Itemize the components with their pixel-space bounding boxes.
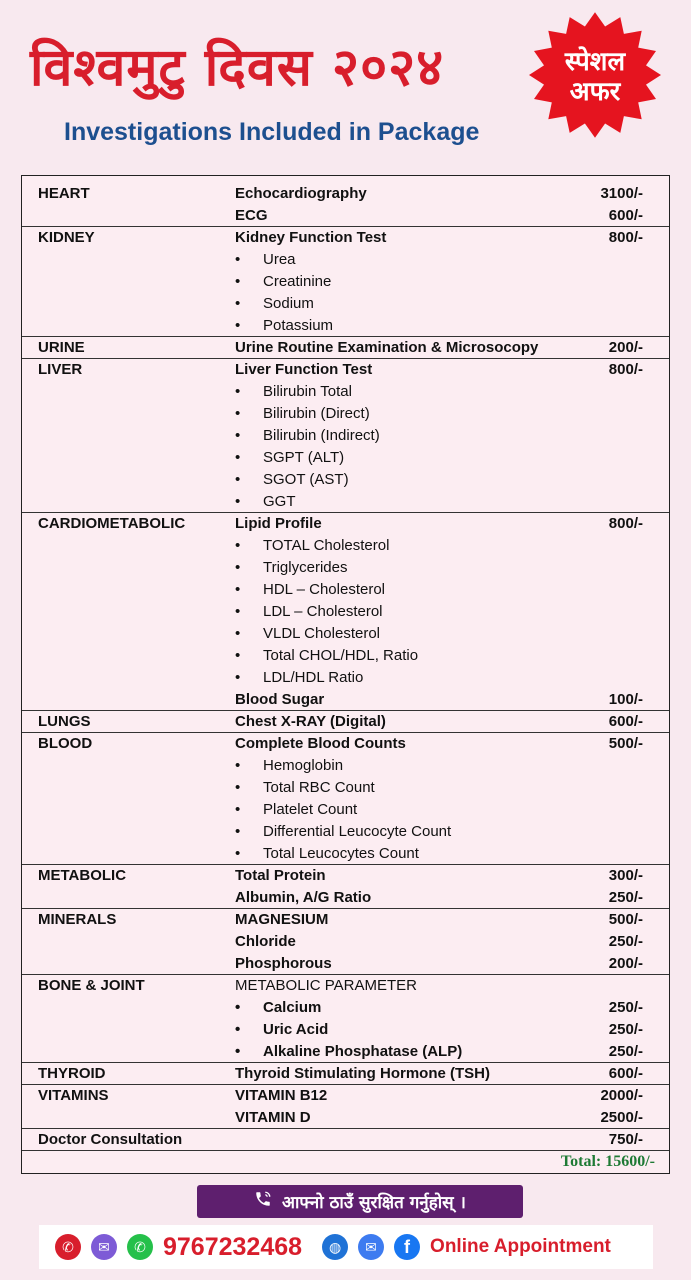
table-line: [22, 931, 669, 953]
table-line: [22, 403, 669, 425]
bullet-marker: •: [235, 823, 241, 840]
bullet-marker: •: [235, 559, 241, 576]
price-value: 250/-: [608, 999, 643, 1016]
sub-test-name: Sodium: [263, 295, 314, 312]
category-label: VITAMINS: [38, 1087, 109, 1104]
bullet-marker: •: [235, 273, 241, 290]
reserve-spot-button[interactable]: [197, 1185, 523, 1218]
table-line: [22, 183, 669, 205]
price-value: 3100/-: [600, 185, 643, 202]
table-row: [22, 337, 669, 359]
sub-test-name: Creatinine: [263, 273, 332, 290]
sub-test-name: GGT: [263, 493, 296, 510]
price-value: 600/-: [608, 207, 643, 224]
table-line: [22, 1019, 669, 1041]
price-value: 250/-: [608, 1043, 643, 1060]
category-label: THYROID: [38, 1065, 106, 1082]
test-name: Lipid Profile: [235, 515, 322, 532]
sub-test-name: Potassium: [263, 317, 334, 334]
table-line: [22, 315, 669, 337]
price-value: 200/-: [608, 955, 643, 972]
table-line: [22, 953, 669, 975]
bullet-marker: •: [235, 1043, 241, 1060]
category-label: MINERALS: [38, 911, 117, 928]
phone-number[interactable]: 9767232468: [163, 1232, 303, 1261]
category-label: BONE & JOINT: [38, 977, 145, 994]
category-label: HEART: [38, 185, 90, 202]
price-value: 600/-: [608, 713, 643, 730]
table-line: [22, 689, 669, 711]
viber-icon[interactable]: ✆: [55, 1234, 81, 1260]
table-line: [22, 1107, 669, 1129]
sub-test-name: Total CHOL/HDL, Ratio: [263, 647, 419, 664]
table-line: [22, 381, 669, 403]
contact-footer: [39, 1225, 653, 1269]
category-label: Doctor Consultation: [38, 1131, 183, 1148]
bullet-marker: •: [235, 801, 241, 818]
table-row: [22, 227, 669, 337]
sub-test-name: Uric Acid: [263, 1021, 329, 1038]
bullet-marker: •: [235, 295, 241, 312]
table-line: [22, 337, 669, 359]
category-label: LIVER: [38, 361, 83, 378]
price-value: 800/-: [608, 515, 643, 532]
globe-icon[interactable]: ◍: [322, 1234, 348, 1260]
test-name: Thyroid Stimulating Hormone (TSH): [235, 1065, 490, 1082]
sub-test-name: Differential Leucocyte Count: [263, 823, 452, 840]
table-row: [22, 1129, 669, 1151]
bullet-marker: •: [235, 999, 241, 1016]
table-line: [22, 733, 669, 755]
table-line: [22, 887, 669, 909]
table-line: [22, 777, 669, 799]
bullet-marker: •: [235, 251, 241, 268]
test-name: Chest X-RAY (Digital): [235, 713, 386, 730]
price-value: 250/-: [608, 889, 643, 906]
price-value: 800/-: [608, 229, 643, 246]
price-value: 2500/-: [600, 1109, 643, 1126]
online-appointment-link[interactable]: Online Appointment: [430, 1236, 611, 1257]
price-value: 2000/-: [600, 1087, 643, 1104]
table-row: [22, 359, 669, 513]
sub-test-name: Platelet Count: [263, 801, 358, 818]
bullet-marker: •: [235, 779, 241, 796]
table-row: [22, 513, 669, 711]
test-name: Kidney Function Test: [235, 229, 387, 246]
bullet-marker: •: [235, 383, 241, 400]
test-name: Total Protein: [235, 867, 326, 884]
sub-test-name: Alkaline Phosphatase (ALP): [263, 1043, 463, 1060]
sub-test-name: LDL/HDL Ratio: [263, 669, 364, 686]
test-name: MAGNESIUM: [235, 911, 329, 928]
bullet-marker: •: [235, 449, 241, 466]
bullet-marker: •: [235, 471, 241, 488]
total-price: Total: 15600/-: [560, 1153, 655, 1170]
category-label: BLOOD: [38, 735, 93, 752]
table-line: [22, 601, 669, 623]
price-value: 100/-: [608, 691, 643, 708]
table-line: [22, 667, 669, 689]
table-line: [22, 359, 669, 381]
price-value: 200/-: [608, 339, 643, 356]
sub-test-name: Hemoglobin: [263, 757, 344, 774]
bullet-marker: •: [235, 647, 241, 664]
category-label: LUNGS: [38, 713, 91, 730]
table-line: [22, 205, 669, 227]
table-line: [22, 227, 669, 249]
table-line: [22, 249, 669, 271]
table-line: [22, 1129, 669, 1151]
table-line: [22, 579, 669, 601]
sub-test-name: Total RBC Count: [263, 779, 375, 796]
table-row: [22, 975, 669, 1063]
table-line: [22, 909, 669, 931]
category-label: CARDIOMETABOLIC: [38, 515, 186, 532]
test-name: METABOLIC PARAMETER: [235, 977, 417, 994]
bullet-marker: •: [235, 405, 241, 422]
test-name: Albumin, A/G Ratio: [235, 889, 372, 906]
test-name: ECG: [235, 207, 268, 224]
table-line: [22, 557, 669, 579]
price-value: 600/-: [608, 1065, 643, 1082]
price-value: 250/-: [608, 933, 643, 950]
test-name: VITAMIN B12: [235, 1087, 328, 1104]
sub-test-name: SGOT (AST): [263, 471, 349, 488]
table-line: [22, 425, 669, 447]
test-name: Chloride: [235, 933, 296, 950]
table-line: [22, 513, 669, 535]
price-value: 300/-: [608, 867, 643, 884]
sub-test-name: Bilirubin (Indirect): [263, 427, 380, 444]
table-row: [22, 909, 669, 975]
bullet-marker: •: [235, 845, 241, 862]
sub-test-name: Calcium: [263, 999, 322, 1016]
table-line: [22, 821, 669, 843]
test-name: Urine Routine Examination & Microsocopy: [235, 339, 539, 356]
table-row: [22, 176, 669, 227]
table-line: [22, 1085, 669, 1107]
test-name: Complete Blood Counts: [235, 735, 406, 752]
test-name: Blood Sugar: [235, 691, 325, 708]
table-line: [22, 469, 669, 491]
sub-test-name: TOTAL Cholesterol: [263, 537, 390, 554]
category-label: URINE: [38, 339, 85, 356]
table-row: [22, 1063, 669, 1085]
sub-test-name: HDL – Cholesterol: [263, 581, 385, 598]
table-line: [22, 1063, 669, 1085]
test-name: Echocardiography: [235, 185, 367, 202]
badge-line-1: स्पेशल: [564, 47, 626, 77]
whatsapp-icon[interactable]: ✆: [127, 1234, 153, 1260]
bullet-marker: •: [235, 427, 241, 444]
table-row: [22, 865, 669, 909]
table-row: [22, 711, 669, 733]
table-line: [22, 975, 669, 997]
facebook-icon[interactable]: f: [394, 1234, 420, 1260]
sub-test-name: Triglycerides: [263, 559, 348, 576]
table-row: [22, 1085, 669, 1129]
test-name: Phosphorous: [235, 955, 332, 972]
table-line: [22, 271, 669, 293]
price-value: 500/-: [608, 911, 643, 928]
table-line: [22, 1041, 669, 1063]
table-line: [22, 997, 669, 1019]
table-line: [22, 645, 669, 667]
phone-call-icon: [254, 1190, 272, 1213]
special-offer-badge: [520, 10, 670, 140]
bullet-marker: •: [235, 581, 241, 598]
table-line: [22, 491, 669, 513]
reserve-spot-label: आफ्नो ठाउँ सुरक्षित गर्नुहोस् ।: [282, 1193, 466, 1213]
sub-test-name: VLDL Cholesterol: [263, 625, 381, 642]
page-title: विश्वमुटु दिवस २०२४: [30, 38, 445, 98]
bullet-marker: •: [235, 537, 241, 554]
price-value: 800/-: [608, 361, 643, 378]
sub-test-name: SGPT (ALT): [263, 449, 345, 466]
table-line: [22, 535, 669, 557]
bullet-marker: •: [235, 603, 241, 620]
price-value: 250/-: [608, 1021, 643, 1038]
table-line: [22, 623, 669, 645]
test-name: Liver Function Test: [235, 361, 373, 378]
bullet-marker: •: [235, 1021, 241, 1038]
sub-test-name: Bilirubin Total: [263, 383, 352, 400]
page-subtitle: Investigations Included in Package: [64, 118, 480, 146]
price-value: 500/-: [608, 735, 643, 752]
category-label: KIDNEY: [38, 229, 95, 246]
test-name: VITAMIN D: [235, 1109, 311, 1126]
table-line: [22, 865, 669, 887]
table-line: [22, 799, 669, 821]
sub-test-name: Total Leucocytes Count: [263, 845, 419, 862]
investigation-table: [21, 175, 670, 1174]
bullet-marker: •: [235, 493, 241, 510]
table-line: [22, 843, 669, 865]
messenger-icon[interactable]: ✉: [358, 1234, 384, 1260]
table-line: [22, 293, 669, 315]
table-line: [22, 755, 669, 777]
sub-test-name: Urea: [263, 251, 296, 268]
badge-line-2: अफर: [569, 77, 621, 107]
table-row: [22, 733, 669, 865]
sub-test-name: Bilirubin (Direct): [263, 405, 370, 422]
price-value: 750/-: [608, 1131, 643, 1148]
category-label: METABOLIC: [38, 867, 127, 884]
messenger-icon[interactable]: ✉: [91, 1234, 117, 1260]
bullet-marker: •: [235, 317, 241, 334]
sub-test-name: LDL – Cholesterol: [263, 603, 383, 620]
bullet-marker: •: [235, 757, 241, 774]
table-line: [22, 447, 669, 469]
bullet-marker: •: [235, 669, 241, 686]
bullet-marker: •: [235, 625, 241, 642]
table-line: [22, 711, 669, 733]
